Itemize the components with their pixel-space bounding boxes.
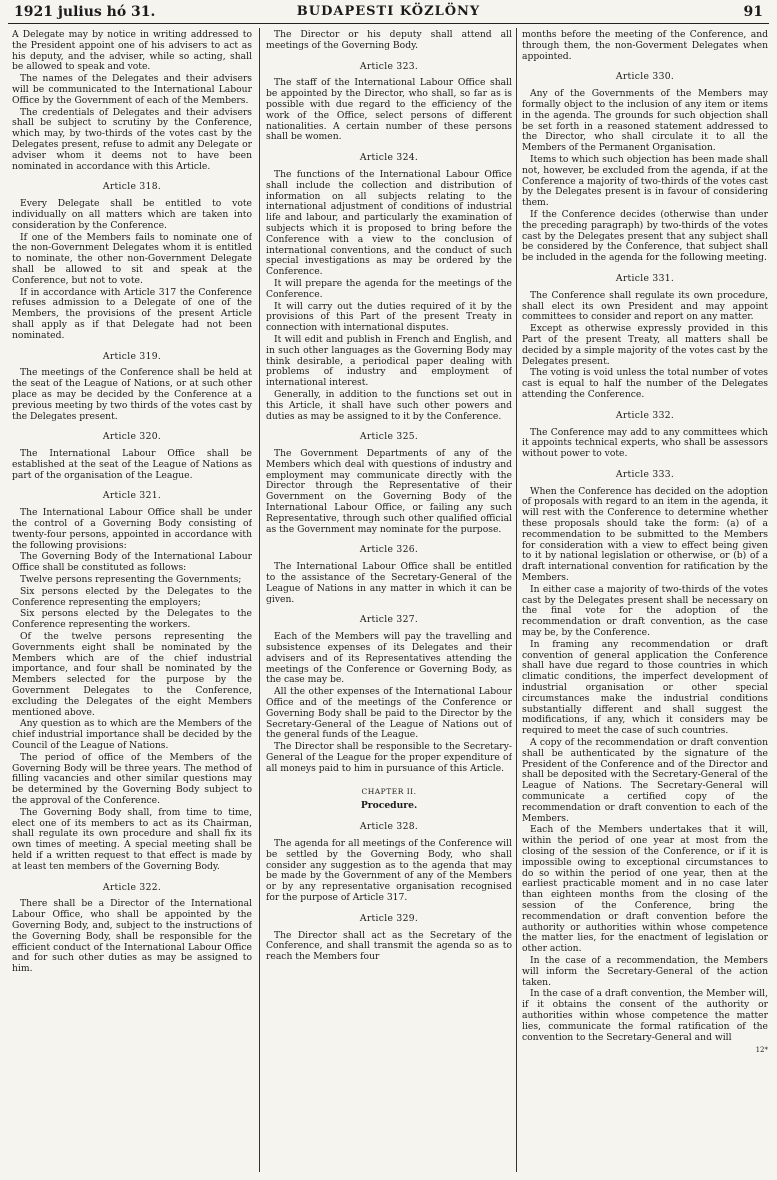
article-heading: Article 321.	[102, 490, 162, 502]
header-rule	[8, 23, 769, 24]
article-heading: Article 326.	[359, 544, 419, 556]
paragraph: The staff of the International Labour Office shall be appointed by the Director, who shall, so far as is possible with due regard to the efficiency of the work of the Office, select persons of different nationalities. A certain number of these persons shall be women.	[266, 77, 512, 143]
article-heading: Article 330.	[615, 71, 675, 83]
column-divider	[516, 28, 517, 1172]
paragraph: There shall be a Director of the International Labour Office, who shall be appointed by the Governing Body, and, subject to the instructions of the Governing Body, shall be responsible for the efficient conduct of the International Labour Office and for such other duties as may be assigned to him.	[12, 898, 252, 975]
paragraph: The Government Departments of any of the Members which deal with questions of industry and employment may communicate directly with the Director through the Representative of their Government on the Governing Body of the International Labour Office, or failing any such Representative, through such other qualified official as the Government may nominate for the purpose.	[266, 448, 512, 535]
paragraph: The voting is void unless the total number of votes cast is equal to half the number of the Delegates attending the Conference.	[522, 367, 768, 400]
paragraph: The period of office of the Members of the Governing Body will be three years. The method of filling vacancies and other similar questions may be determined by the Governing Body subject to the approval of the Conference.	[12, 751, 252, 806]
paragraph: Twelve persons representing the Governments;	[20, 574, 242, 586]
paragraph: In the case of a draft convention, the Member will, if it obtains the consent of the authority or authorities within whose competence the matter lies, communicate the formal ratification of the convention to the Secretary-General and will	[522, 988, 768, 1043]
article-heading: Article 328.	[359, 821, 419, 833]
signature-mark: 12*	[755, 1046, 768, 1055]
paragraph: The Conference shall regulate its own procedure, shall elect its own President and may appoint committees to consider and report on any matter.	[522, 289, 768, 323]
paragraph: Each of the Members will pay the travelling and subsistence expenses of its Delegates and their advisers and of its Representatives attending the meetings of the Conference or Governing Body, as the case may be.	[266, 631, 512, 686]
paragraph: The meetings of the Conference shall be held at the seat of the League of Nations, or at such other place as may be decided by the Conference at a previous meeting by two thirds of the votes cast by the Delegates present.	[12, 367, 252, 422]
paragraph: Six persons elected by the Delegates to the Conference representing the employers;	[12, 585, 252, 608]
article-heading: Article 325.	[359, 431, 419, 443]
paragraph: The credentials of Delegates and their advisers shall be subject to scrutiny by the Conference, which may, by two-thirds of the votes cast by the Delegates present, refuse to admit any Delegate or adviser whom it deems not to have been nominated in accordance with this Article.	[12, 106, 252, 172]
paragraph: It will edit and publish in French and English, and in such other languages as the Governing Body may think desirable, a periodical paper dealing with problems of industry and employment of international interest.	[266, 333, 512, 389]
issue-date: 1921 julius hó 31.	[14, 4, 156, 20]
paragraph: Generally, in addition to the functions set out in this Article, it shall have such other powers and duties as may be assigned to it by the Conference.	[266, 388, 512, 422]
article-heading: Article 323.	[359, 60, 419, 72]
paragraph: The Director or his deputy shall attend all meetings of the Governing Body.	[266, 30, 512, 51]
paragraph: The functions of the International Labour Office shall include the collection and distribution of information on all subjects relating to the international adjustment of conditions of industrial life and labour, and particularly the examination of subjects which it is proposed to bring before the Conference with a view to the conclusion of international conventions, and the conduct of such special investigations as may be ordered by the Conference.	[266, 168, 512, 278]
paragraph: If the Conference decides (otherwise than under the preceding paragraph) by two-thirds of the votes cast by the Delegates present that any subject shall be considered by the Conference, that subject shall be included in the agenda for the following meeting.	[522, 208, 768, 264]
article-heading: Article 332.	[615, 409, 675, 421]
paragraph: When the Conference has decided on the adoption of proposals with regard to an item in the agenda, it will rest with the Conference to determine whether these proposals should take the form: (a) of a recommendation to be submitted to the Members for consideration with a view to effect being given to it by national legislation or otherwise, or (b) of a draft international convention for ratification by the Members.	[522, 485, 768, 584]
paragraph: In either case a majority of two-thirds of the votes cast by the Delegates present shall be necessary on the final vote for the adoption of the recommendation or draft convention, as the case may be, by the Conference.	[522, 583, 768, 639]
paragraph: The International Labour Office shall be established at the seat of the League of Nations as part of the organisation of the League.	[12, 448, 252, 481]
paragraph: Except as otherwise expressly provided in this Part of the present Treaty, all matters shall be decided by a simple majority of the votes cast by the Delegates present.	[522, 323, 768, 367]
paragraph: Six persons elected by the Delegates to the Conference representing the workers.	[12, 608, 252, 631]
article-heading: Article 329.	[359, 912, 419, 924]
paragraph: A Delegate may by notice in writing addressed to the President appoint one of his advisers to act as his deputy, and the adviser, while so acting, shall be allowed to speak and vote.	[12, 30, 252, 73]
paragraph: Items to which such objection has been made shall not, however, be excluded from the agenda, if at the Conference a majority of two-thirds of the votes cast by the Delegates present is in favour of considering them.	[522, 153, 768, 209]
paragraph: The Governing Body shall, from time to time, elect one of its members to act as its Chairman, shall regulate its own procedure and shall fix its own times of meeting. A special meeting shall be held if a written request to that effect is made by at least ten members of the Governing Body.	[12, 806, 252, 872]
paragraph: The agenda for all meetings of the Conference will be settled by the Governing Body, who shall consider any suggestion as to the agenda that may be made by the Government of any of the Members or by any representative organisation recognised for the purpose of Article 317.	[266, 838, 512, 903]
article-heading: Article 320.	[102, 431, 162, 443]
paragraph: All the other expenses of the International Labour Office and of the meetings of the Conference or Governing Body shall be paid to the Director by the Secretary-General of the League of Nations out of the general funds of the League.	[266, 686, 512, 741]
paragraph: If in accordance with Article 317 the Conference refuses admission to a Delegate of one of the Members, the provisions of the present Article shall apply as if that Delegate had not been nominated.	[12, 286, 252, 341]
paragraph: It will carry out the duties required of it by the provisions of this Part of the present Treaty in connection with international disputes.	[266, 300, 512, 334]
article-heading: Article 319.	[102, 350, 162, 362]
paragraph: The Conference may add to any committees which it appoints technical experts, who shall be assessors without power to vote.	[522, 426, 768, 460]
paragraph: Every Delegate shall be entitled to vote individually on all matters which are taken into consideration by the Conference.	[12, 198, 252, 231]
paragraph: months before the meeting of the Conference, and through them, the non-Goverment Delegates when appointed.	[522, 30, 768, 62]
article-heading: Article 327.	[359, 614, 419, 626]
page-number: 91	[743, 4, 763, 20]
article-heading: Article 318.	[102, 181, 162, 193]
article-heading: Article 331.	[615, 272, 675, 284]
text-column-3	[522, 30, 768, 1170]
column-divider	[259, 28, 260, 1172]
paragraph: The names of the Delegates and their advisers will be communicated to the International Labour Office by the Government of each of the Members.	[12, 73, 252, 106]
paragraph: Of the twelve persons representing the Governments eight shall be nominated by the Members which are of the chief industrial importance, and four shall be nominated by the Members selected for the purpose by the Government Delegates to the Conference, excluding the Delegates of the eight Members mentioned above.	[12, 631, 252, 718]
article-heading: Article 324.	[359, 152, 419, 164]
paragraph: Any of the Governments of the Members may formally object to the inclusion of any item or items in the agenda. The grounds for such objection shall be set forth in a reasoned statement addressed to the Director, who shall circulate it to all the Members of the Permanent Organisation.	[522, 88, 768, 154]
text-column-1	[12, 30, 252, 1170]
text-column-2	[266, 30, 512, 1170]
paragraph: The Director shall be responsible to the Secretary-General of the League for the proper expenditure of all moneys paid to him in pursuance of this Article.	[266, 741, 512, 774]
paragraph: It will prepare the agenda for the meetings of the Conference.	[266, 277, 512, 300]
newspaper-title: BUDAPESTI KÖZLÖNY	[296, 4, 481, 19]
paragraph: The International Labour Office shall be entitled to the assistance of the Secretary-General of the League of Nations in any matter in which it can be given.	[266, 561, 512, 605]
paragraph: A copy of the recommendation or draft convention shall be authenticated by the signature of the President of the Conference and of the Director and shall be deposited with the Secretary-General of the League of Nations. The Secretary-General will communicate a certified copy of the recommendation or draft convention to each of the Members.	[522, 737, 768, 824]
paragraph: The International Labour Office shall be under the control of a Governing Body consisting of twenty-four persons, appointed in accordance with the following provisions:	[12, 507, 252, 551]
paragraph: If one of the Members fails to nominate one of the non-Government Delegates whom it is entitled to nominate, the other non-Government Delegate shall be allowed to sit and speak at the Conference, but not to vote.	[12, 231, 252, 286]
section-heading: Procedure.	[360, 800, 418, 812]
paragraph: The Governing Body of the International Labour Office shall be constituted as follows:	[12, 551, 252, 574]
paragraph: In the case of a recommendation, the Members will inform the Secretary-General of the action taken.	[522, 954, 768, 988]
article-heading: Article 333.	[615, 468, 675, 480]
paragraph: The Director shall act as the Secretary of the Conference, and shall transmit the agenda so as to reach the Members four	[266, 929, 512, 963]
paragraph: Any question as to which are the Members of the chief industrial importance shall be decided by the Council of the League of Nations.	[12, 718, 252, 752]
article-heading: Article 322.	[102, 881, 162, 893]
chapter-heading: CHAPTER II.	[361, 786, 417, 796]
page-header	[8, 4, 769, 22]
paragraph: Each of the Members undertakes that it will, within the period of one year at most from the closing of the session of the Conference, or if it is impossible owing to exceptional circumstances to do so within the period of one year, then at the earliest practicable moment and in no case later than eighteen months from the closing of the session of the Conference, bring the recommendation or draft convention before the authority or authorities within whose competence the matter lies, for the enactment of legislation or other action.	[522, 824, 768, 955]
paragraph: In framing any recommendation or draft convention of general application the Conference shall have due regard to those countries in which climatic conditions, the imperfect development of industrial organisation or other special circumstances make the industrial conditions substantially different and shall suggest the modifications, if any, which it considers may be required to meet the case of such countries.	[522, 638, 768, 737]
